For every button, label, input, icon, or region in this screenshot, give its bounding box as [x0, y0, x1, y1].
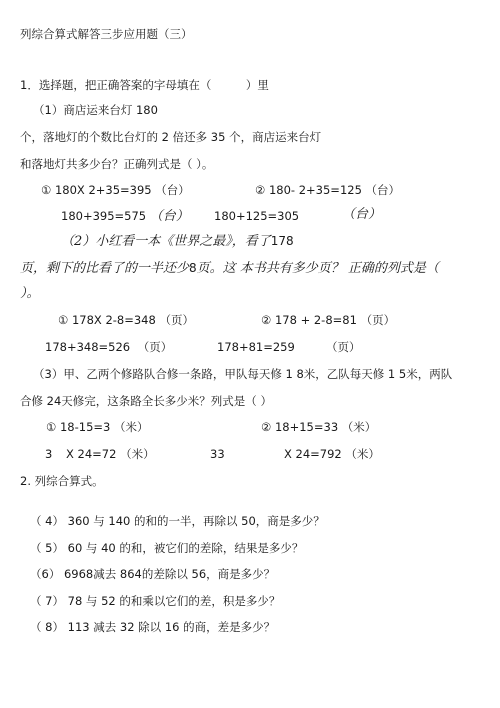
section2-heading: 2. 列综合算式。	[20, 474, 104, 488]
q1-calc1-expr: 180+395=575	[61, 209, 147, 223]
page-title: 列综合算式解答三步应用题（三）	[20, 27, 193, 41]
q2-line1-number: 178	[270, 234, 294, 248]
q2-line1-text: （2）小红看一本《世界之最》，看了	[61, 234, 271, 249]
q2-line3: ）。	[20, 286, 40, 301]
q3-calc2-a: 33	[210, 447, 225, 461]
q3-option1: ① 18-15=3 （米）	[46, 420, 149, 434]
list-item: （ 5） 60 与 40 的和，被它们的差除，结果是多少？	[30, 541, 304, 555]
section1-heading: 1．选择题，把正确答案的字母填在（ ）里	[20, 78, 269, 92]
q2-line1	[61, 234, 294, 249]
q1-line1: （1）商店运来台灯 180	[33, 103, 158, 117]
q2-line2	[20, 261, 439, 276]
list-item: （6） 6968减去 864的差除以 56，商是多少？	[30, 567, 276, 581]
q3-calc1-a: 3	[45, 447, 53, 461]
q3-calc1-b: X 24=72 （米）	[66, 447, 155, 461]
q3-calc2-b: X 24=792 （米）	[284, 447, 380, 461]
q1-calc2-expr: 180+125=305	[214, 209, 300, 223]
q2-calc1-unit: （页）	[137, 340, 173, 354]
q1-calc2-unit: （台）	[342, 207, 382, 222]
q2-calc1	[45, 340, 172, 354]
q1-line2: 个，落地灯的个数比台灯的 2 倍还多 35 个，商店运来台灯	[20, 130, 322, 144]
q2-option1: ① 178X 2-8=348 （页）	[58, 313, 194, 327]
q2-option2: ② 178 + 2-8=81 （页）	[261, 313, 396, 327]
list-item: （ 8） 113 减去 32 除以 16 的商，差是多少？	[30, 620, 276, 634]
q2-line2-text-c: 页。这 本书共有多少页？ 正确的列式是（	[196, 261, 439, 276]
q3-line1: （3）甲、乙两个修路队合修一条路，甲队每天修 1 8米，乙队每天修 1 5米，两队	[33, 367, 453, 381]
q3-option2: ② 18+15=33 （米）	[261, 420, 377, 434]
list-item: （ 7） 78 与 52 的和乘以它们的差，积是多少？	[30, 594, 281, 608]
q1-line3: 和落地灯共多少台？正确列式是（ ）。	[20, 157, 214, 171]
q1-calc1	[61, 209, 189, 224]
q2-calc2-unit: （页）	[326, 340, 361, 354]
q1-option1: ① 180X 2+35=395 （台）	[41, 183, 190, 197]
q2-line2-number: 8	[189, 261, 197, 275]
q2-calc2-expr: 178+81=259	[217, 340, 295, 354]
q2-line2-text-a: 页，剩下的比看了的一半还少	[20, 261, 190, 276]
q1-option2: ② 180- 2+35=125 （台）	[255, 183, 401, 197]
q1-calc1-unit: （台）	[149, 209, 189, 224]
q2-calc1-expr: 178+348=526	[45, 340, 131, 354]
list-item: （ 4） 360 与 140 的和的一半，再除以 50，商是多少？	[30, 514, 325, 528]
q3-line2: 合修 24天修完，这条路全长多少米？列式是（ ）	[20, 394, 272, 408]
